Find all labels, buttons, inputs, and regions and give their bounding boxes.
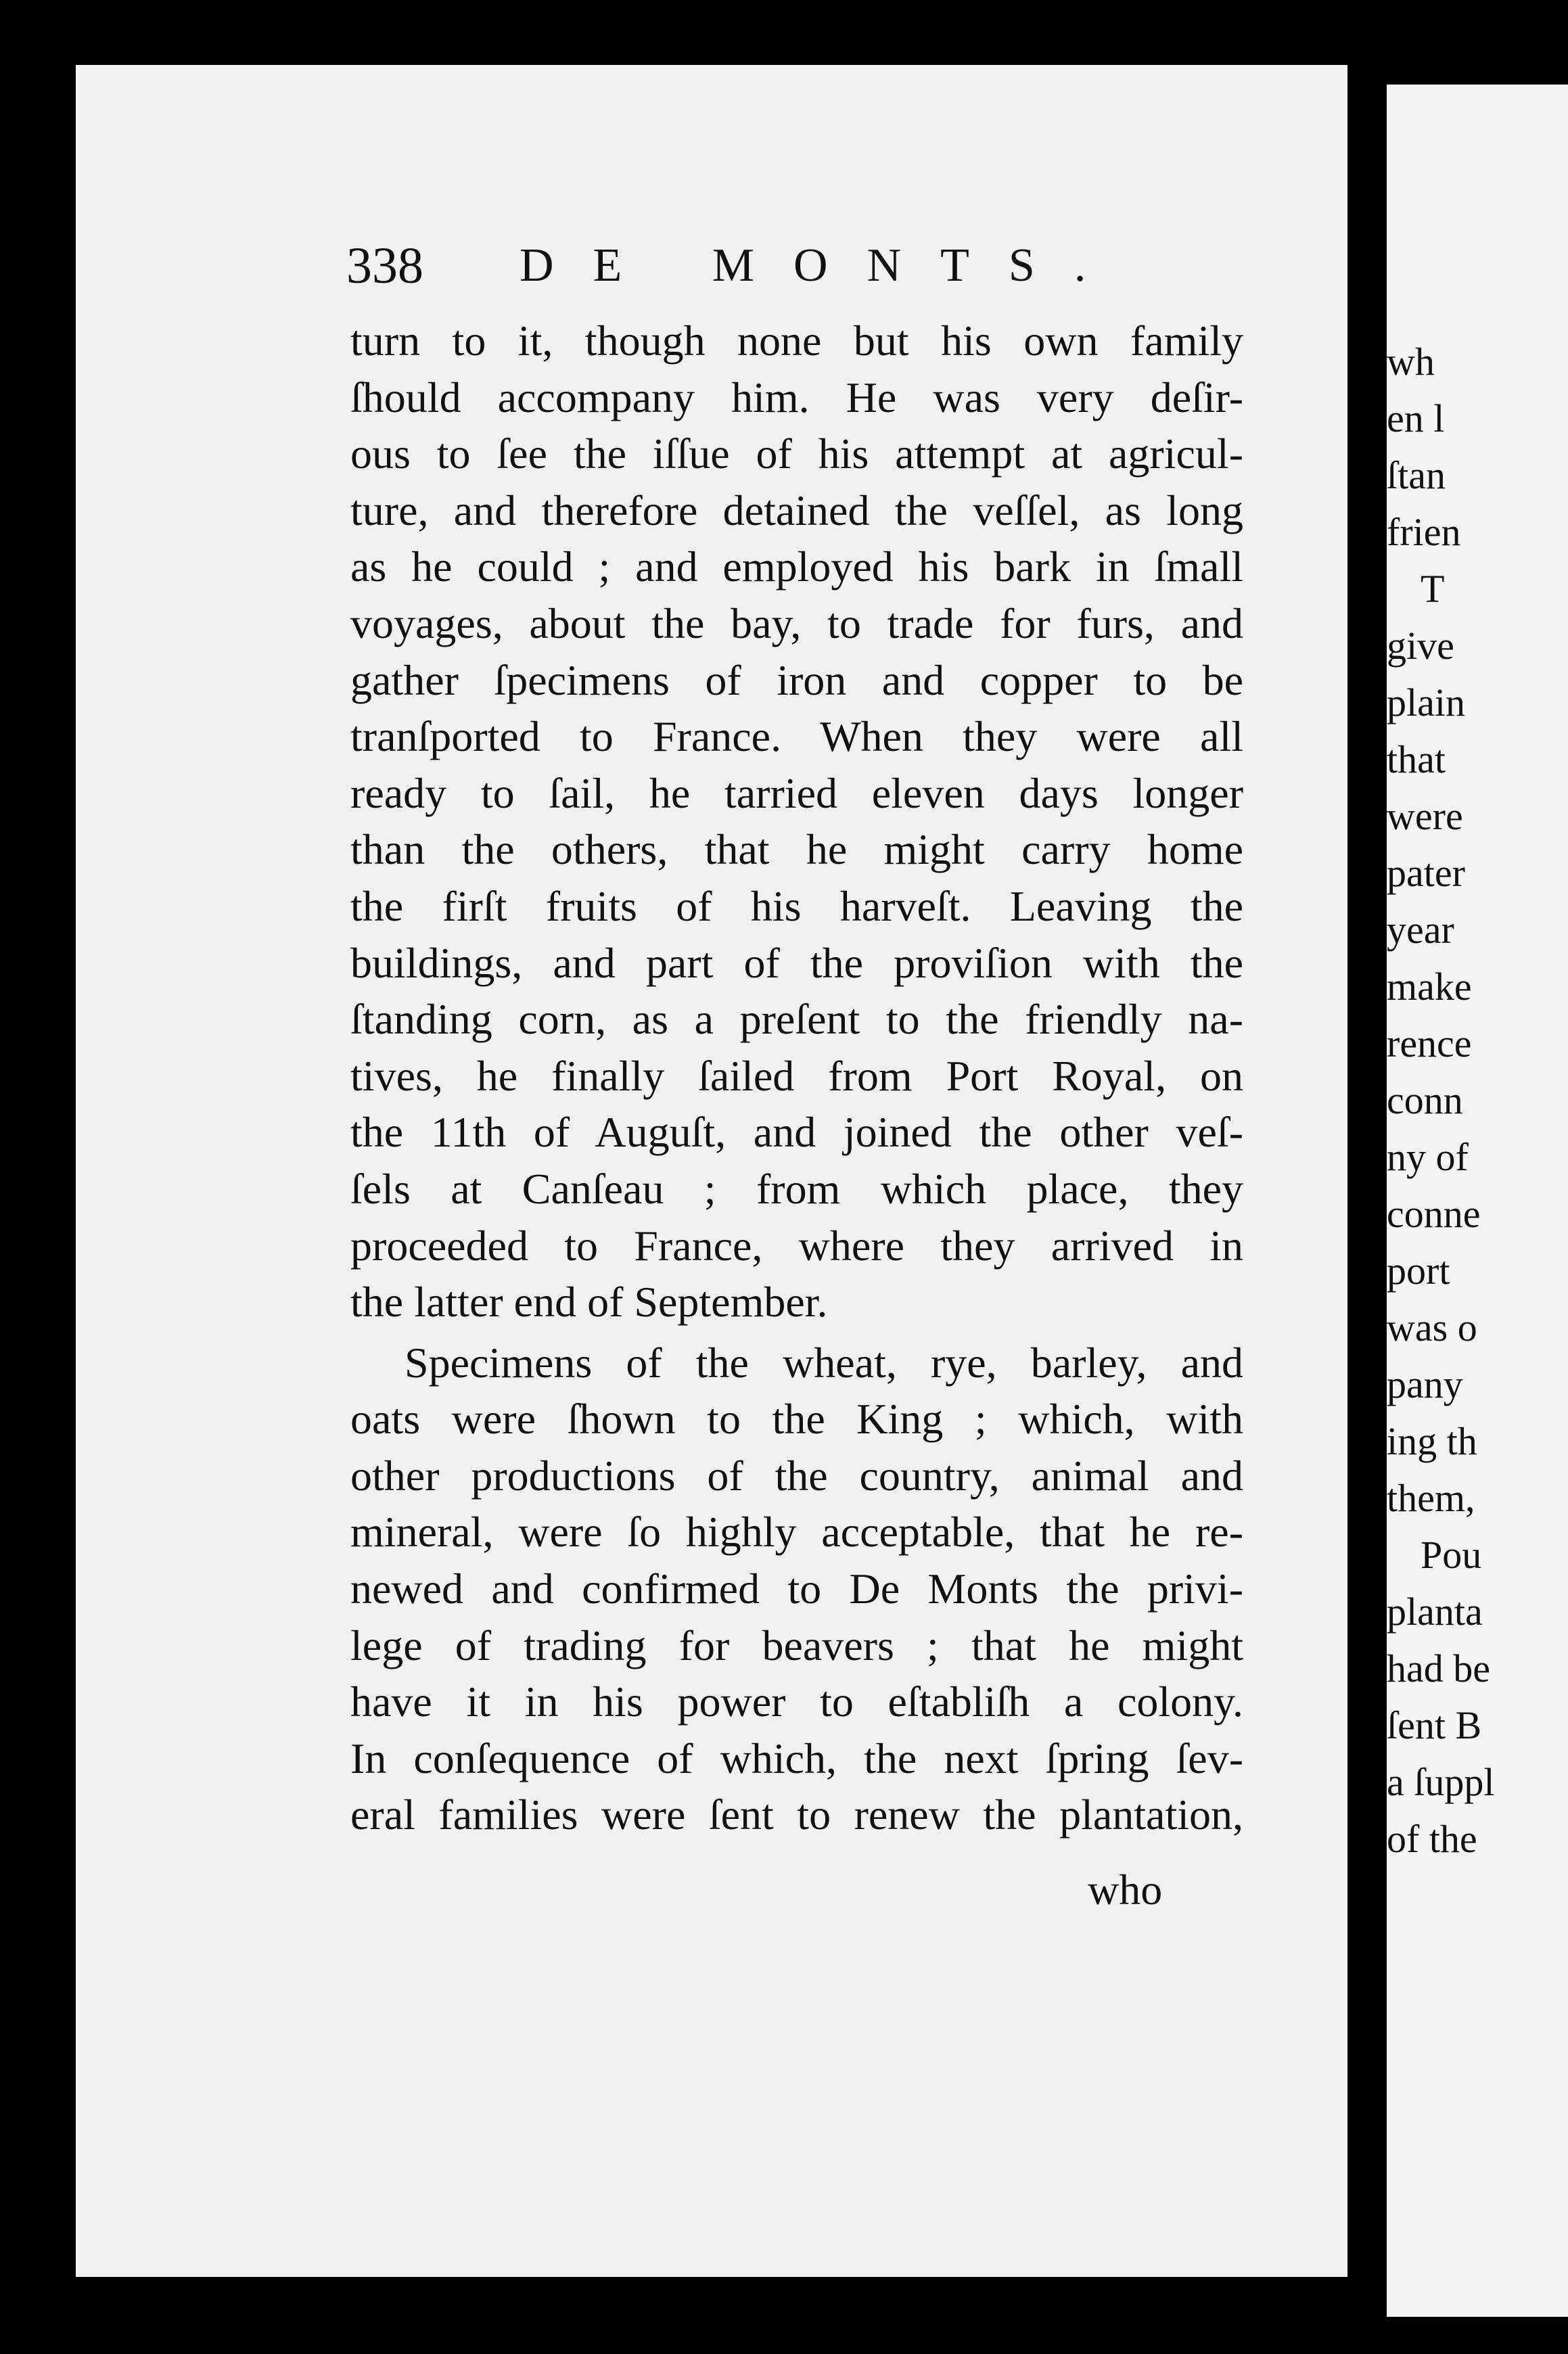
text-line: than the others, that he might carry home	[350, 825, 1243, 874]
text-line: have it in his power to eſtabliſh a colony.	[350, 1678, 1243, 1726]
paragraph-2	[350, 1335, 1243, 1843]
text-line: oats were ſhown to the King ; which, with	[350, 1395, 1243, 1444]
text-line: the firſt fruits of his harveſt. Leaving the	[350, 881, 1243, 930]
page-header	[346, 229, 1178, 303]
text-line: lege of trading for beavers ; that he might	[350, 1621, 1243, 1669]
text-line: the latter end of September.	[350, 1278, 828, 1326]
text-line: gather ſpecimens of iron and copper to be	[350, 655, 1243, 704]
text-line: eral families were ſent to renew the plantation,	[350, 1791, 1243, 1839]
right-page-fragment	[1387, 85, 1568, 2317]
text-line: ſhould accompany him. He was very deſir-	[350, 373, 1243, 421]
text-line: ous to ſee the iſſue of his attempt at agricul-	[350, 430, 1243, 478]
text-line: pater	[1387, 851, 1465, 895]
text-line: en l	[1387, 396, 1445, 440]
text-line: tranſported to France. When they were all	[350, 712, 1243, 761]
page-number: 338	[346, 237, 423, 294]
text-line: ſtan	[1387, 453, 1446, 497]
text-line: frien	[1387, 510, 1461, 554]
text-line: were	[1387, 794, 1463, 838]
text-line: a ſuppl	[1387, 1760, 1495, 1804]
running-head: DE MONTS.	[520, 239, 1126, 292]
text-line: planta	[1387, 1590, 1483, 1634]
text-line: Specimens of the wheat, rye, barley, and	[405, 1338, 1243, 1387]
text-line: tives, he finally ſailed from Port Royal, on	[350, 1051, 1243, 1100]
text-line: conne	[1387, 1192, 1481, 1236]
text-line: newed and confirmed to De Monts the privi-	[350, 1565, 1243, 1613]
text-line: was o	[1387, 1306, 1477, 1349]
text-line: rence	[1387, 1021, 1472, 1065]
paragraph-1	[350, 313, 1243, 1331]
text-line: ny of	[1387, 1135, 1469, 1179]
catchword: who	[1088, 1866, 1163, 1914]
text-line: pany	[1387, 1362, 1463, 1406]
text-line: as he could ; and employed his bark in ſmall	[350, 543, 1243, 591]
text-line: other productions of the country, animal and	[350, 1451, 1243, 1500]
text-line: ſent B	[1387, 1703, 1482, 1747]
text-line: them,	[1387, 1476, 1475, 1520]
text-line: ſels at Canſeau ; from which place, they	[350, 1164, 1243, 1213]
text-line: ing th	[1387, 1419, 1477, 1463]
text-line: make	[1387, 965, 1472, 1009]
text-line: give	[1387, 624, 1454, 668]
text-line: port	[1387, 1249, 1450, 1293]
text-line: voyages, about the bay, to trade for furs, and	[350, 599, 1243, 647]
text-line: ture, and therefore detained the veſſel, as long	[350, 486, 1243, 534]
text-line: T	[1421, 567, 1445, 611]
text-line: the 11th of Auguſt, and joined the other veſ-	[350, 1108, 1243, 1157]
text-line: year	[1387, 908, 1454, 952]
text-line: had be	[1387, 1646, 1490, 1690]
text-line: Pou	[1421, 1533, 1482, 1577]
text-line: mineral, were ſo highly acceptable, that he re-	[350, 1508, 1243, 1556]
text-line: proceeded to France, where they arrived in	[350, 1221, 1243, 1270]
text-line: ſtanding corn, as a preſent to the friendly na-	[350, 995, 1243, 1044]
text-line: In conſequence of which, the next ſpring ſev-	[350, 1734, 1243, 1782]
text-line: buildings, and part of the proviſion with the	[350, 938, 1243, 987]
text-line: ready to ſail, he tarried eleven days longer	[350, 768, 1243, 817]
text-line: wh	[1387, 340, 1435, 384]
text-line: that	[1387, 737, 1446, 781]
text-line: plain	[1387, 680, 1465, 724]
right-page-text	[1387, 333, 1494, 1868]
text-line: conn	[1387, 1078, 1463, 1122]
text-line: of the	[1387, 1817, 1477, 1861]
text-line: turn to it, though none but his own family	[350, 317, 1243, 365]
body-text	[350, 313, 1243, 1843]
